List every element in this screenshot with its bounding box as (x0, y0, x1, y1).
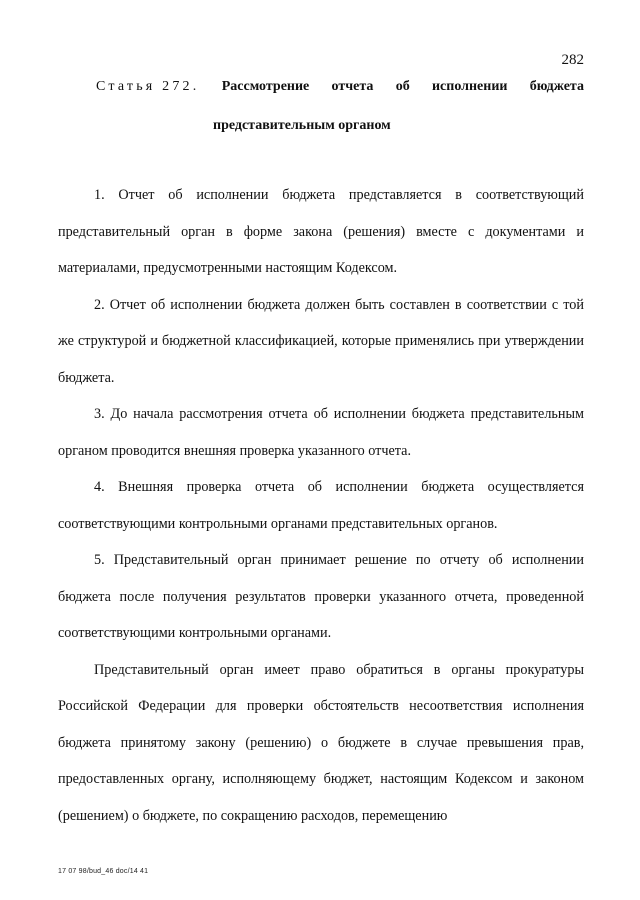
article-title-line-2: представительным органом (213, 118, 391, 133)
article-body (58, 177, 584, 834)
article-title-word: исполнении (431, 79, 508, 94)
article-title-word: Рассмотрение (221, 79, 310, 94)
paragraph-1: 1. Отчет об исполнении бюджета представляется в соответствующий представительный орган в форме закона (решения) вместе с документами и материалами, предусмотренными настоящим Кодексом. (58, 187, 584, 276)
article-label: Статья 272. (96, 79, 200, 94)
paragraph-4: 4. Внешняя проверка отчета об исполнении бюджета осуществляется соответствующими контрольными органами представительных органов. (58, 479, 584, 532)
page-number: 282 (561, 52, 584, 68)
footer-file-reference: 17 07 98/bud_46 doc/14 41 (58, 868, 149, 875)
article-heading-line-1 (96, 79, 584, 95)
article-title-word: бюджета (529, 79, 584, 94)
paragraph-5: 5. Представительный орган принимает решение по отчету об исполнении бюджета после получения результатов проверки указанного отчета, проведенной соответствующими контрольными органами. (58, 552, 584, 641)
paragraph-6: Представительный орган имеет право обратиться в органы прокуратуры Российской Федерации для проверки обстоятельств несоответствия исполнения бюджета принятому закону (решению) о бюджете в случае превышения прав, предоставленных органу, исполняющему бюджет, настоящим Кодексом и законом (решением) о бюджете, по сокращению расходов, перемещению (58, 661, 584, 824)
article-title-word: об (395, 79, 410, 94)
paragraph-2: 2. Отчет об исполнении бюджета должен быть составлен в соответствии с той же структурой и бюджетной классификацией, которые применялись при утверждении бюджета. (58, 296, 584, 386)
article-heading (96, 79, 584, 133)
article-title-word: отчета (331, 79, 374, 94)
paragraph-3: 3. До начала рассмотрения отчета об исполнении бюджета представительным органом проводится внешняя проверка указанного отчета. (58, 406, 584, 459)
